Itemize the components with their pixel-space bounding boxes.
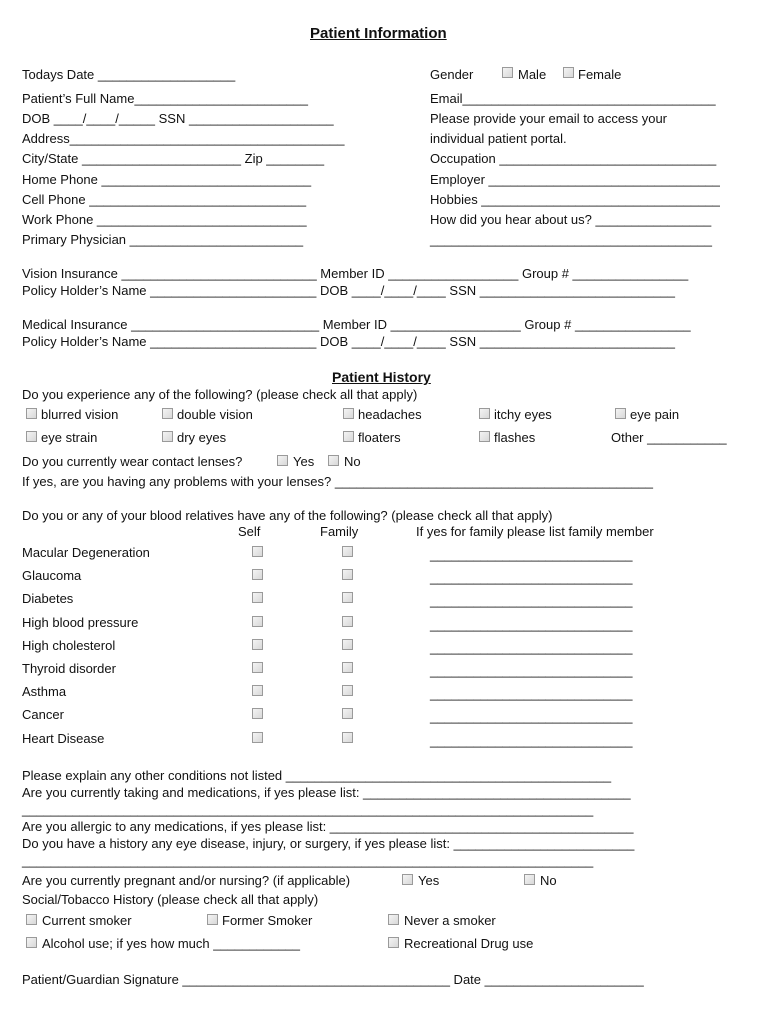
- medical-policy-holder-field[interactable]: Policy Holder’s Name _______________________ DOB ____/____/____ SSN ___________________________: [22, 334, 675, 349]
- family-member-field[interactable]: ____________________________: [430, 663, 633, 678]
- condition-family-checkbox[interactable]: [342, 569, 353, 580]
- headaches-checkbox[interactable]: [343, 408, 354, 419]
- contacts-no-checkbox[interactable]: [328, 455, 339, 466]
- former-smoker-checkbox[interactable]: [207, 914, 218, 925]
- flashes-checkbox[interactable]: [479, 431, 490, 442]
- male-label: Male: [518, 67, 547, 82]
- family-member-field[interactable]: ____________________________: [430, 570, 633, 585]
- email-field[interactable]: Email___________________________________: [430, 91, 716, 106]
- condition-family-checkbox[interactable]: [342, 546, 353, 557]
- alcohol-use-field[interactable]: Alcohol use; if yes how much ____________: [42, 936, 301, 951]
- other-symptom-field[interactable]: Other ___________: [611, 430, 727, 445]
- condition-label: Cancer: [22, 707, 64, 722]
- condition-label: Glaucoma: [22, 568, 82, 583]
- double-vision-checkbox[interactable]: [162, 408, 173, 419]
- other-conditions-field[interactable]: Please explain any other conditions not listed _____________________________________________: [22, 768, 612, 783]
- condition-family-checkbox[interactable]: [342, 592, 353, 603]
- blurred-vision-checkbox[interactable]: [26, 408, 37, 419]
- email-note: Please provide your email to access your: [430, 111, 668, 126]
- condition-label: Macular Degeneration: [22, 545, 150, 560]
- family-member-field[interactable]: ____________________________: [430, 733, 633, 748]
- never-smoker-checkbox[interactable]: [388, 914, 399, 925]
- contacts-yes-label: Yes: [293, 454, 315, 469]
- condition-self-checkbox[interactable]: [252, 639, 263, 650]
- lens-problem-field[interactable]: If yes, are you having any problems with your lenses? ____________________________________________: [22, 474, 654, 489]
- eye-strain-checkbox[interactable]: [26, 431, 37, 442]
- headaches-label: headaches: [358, 407, 422, 422]
- itchy-eyes-label: itchy eyes: [494, 407, 552, 422]
- family-member-field[interactable]: ____________________________: [430, 547, 633, 562]
- pregnant-no-label: No: [540, 873, 557, 888]
- dob-ssn-field[interactable]: DOB ____/____/_____ SSN ____________________: [22, 111, 334, 126]
- pregnant-question: Are you currently pregnant and/or nursing? (if applicable): [22, 873, 351, 888]
- family-member-field[interactable]: ____________________________: [430, 617, 633, 632]
- vision-policy-holder-field[interactable]: Policy Holder’s Name _______________________ DOB ____/____/____ SSN ___________________________: [22, 283, 675, 298]
- male-checkbox[interactable]: [502, 67, 513, 78]
- full-name-field[interactable]: Patient’s Full Name________________________: [22, 91, 308, 106]
- condition-family-checkbox[interactable]: [342, 732, 353, 743]
- contacts-question: Do you currently wear contact lenses?: [22, 454, 243, 469]
- page-title: Patient Information: [310, 25, 447, 42]
- gender-label: Gender: [430, 67, 474, 82]
- former-smoker-label: Former Smoker: [222, 913, 313, 928]
- eye-pain-label: eye pain: [630, 407, 680, 422]
- employer-field[interactable]: Employer ________________________________: [430, 172, 720, 187]
- female-label: Female: [578, 67, 622, 82]
- signature-date-field[interactable]: Patient/Guardian Signature _____________________________________ Date ______________________: [22, 972, 644, 987]
- condition-label: Asthma: [22, 684, 67, 699]
- occupation-field[interactable]: Occupation ______________________________: [430, 151, 717, 166]
- dry-eyes-checkbox[interactable]: [162, 431, 173, 442]
- medical-insurance-field[interactable]: Medical Insurance __________________________ Member ID __________________ Group # ________________: [22, 317, 691, 332]
- alcohol-use-checkbox[interactable]: [26, 937, 37, 948]
- condition-family-checkbox[interactable]: [342, 616, 353, 627]
- family-member-field[interactable]: ____________________________: [430, 709, 633, 724]
- medications-continued-field[interactable]: _______________________________________________________________________________: [22, 802, 594, 817]
- contacts-no-label: No: [344, 454, 361, 469]
- eye-strain-label: eye strain: [41, 430, 98, 445]
- email-note-2: individual patient portal.: [430, 131, 567, 146]
- referral-field[interactable]: How did you hear about us? ________________: [430, 212, 712, 227]
- never-smoker-label: Never a smoker: [404, 913, 496, 928]
- blurred-vision-label: blurred vision: [41, 407, 119, 422]
- condition-self-checkbox[interactable]: [252, 685, 263, 696]
- address-field[interactable]: Address______________________________________: [22, 131, 345, 146]
- condition-self-checkbox[interactable]: [252, 546, 263, 557]
- referral-field-continued[interactable]: _______________________________________: [430, 232, 712, 247]
- family-member-field[interactable]: ____________________________: [430, 686, 633, 701]
- pregnant-yes-label: Yes: [418, 873, 440, 888]
- dry-eyes-label: dry eyes: [177, 430, 227, 445]
- flashes-label: flashes: [494, 430, 536, 445]
- condition-label: High cholesterol: [22, 638, 116, 653]
- cell-phone-field[interactable]: Cell Phone ______________________________: [22, 192, 307, 207]
- condition-self-checkbox[interactable]: [252, 592, 263, 603]
- floaters-checkbox[interactable]: [343, 431, 354, 442]
- condition-family-checkbox[interactable]: [342, 662, 353, 673]
- family-member-column-header: If yes for family please list family member: [416, 524, 654, 539]
- family-history-question: Do you or any of your blood relatives have any of the following? (please check all that apply): [22, 508, 553, 523]
- itchy-eyes-checkbox[interactable]: [479, 408, 490, 419]
- primary-physician-field[interactable]: Primary Physician ________________________: [22, 232, 304, 247]
- eye-pain-checkbox[interactable]: [615, 408, 626, 419]
- eye-history-field[interactable]: Do you have a history any eye disease, injury, or surgery, if yes please list: _________________________: [22, 836, 635, 851]
- allergies-field[interactable]: Are you allergic to any medications, if yes please list: __________________________________________: [22, 819, 634, 834]
- home-phone-field[interactable]: Home Phone _____________________________: [22, 172, 312, 187]
- todays-date-field[interactable]: Todays Date ___________________: [22, 67, 236, 82]
- current-smoker-label: Current smoker: [42, 913, 132, 928]
- vision-insurance-field[interactable]: Vision Insurance ___________________________ Member ID __________________ Group # ________________: [22, 266, 689, 281]
- condition-family-checkbox[interactable]: [342, 685, 353, 696]
- condition-family-checkbox[interactable]: [342, 708, 353, 719]
- double-vision-label: double vision: [177, 407, 253, 422]
- female-checkbox[interactable]: [563, 67, 574, 78]
- medications-field[interactable]: Are you currently taking and medications, if yes please list: _____________________________________: [22, 785, 631, 800]
- condition-self-checkbox[interactable]: [252, 569, 263, 580]
- pregnant-yes-checkbox[interactable]: [402, 874, 413, 885]
- family-member-field[interactable]: ____________________________: [430, 593, 633, 608]
- pregnant-no-checkbox[interactable]: [524, 874, 535, 885]
- current-smoker-checkbox[interactable]: [26, 914, 37, 925]
- condition-label: Diabetes: [22, 591, 74, 606]
- hobbies-field[interactable]: Hobbies _________________________________: [430, 192, 720, 207]
- drug-use-checkbox[interactable]: [388, 937, 399, 948]
- eye-history-continued-field[interactable]: _______________________________________________________________________________: [22, 853, 594, 868]
- condition-label: Heart Disease: [22, 731, 105, 746]
- condition-label: High blood pressure: [22, 615, 139, 630]
- condition-family-checkbox[interactable]: [342, 639, 353, 650]
- patient-history-heading: Patient History: [332, 369, 431, 385]
- condition-self-checkbox[interactable]: [252, 708, 263, 719]
- condition-self-checkbox[interactable]: [252, 732, 263, 743]
- family-member-field[interactable]: ____________________________: [430, 640, 633, 655]
- social-history-title: Social/Tobacco History (please check all that apply): [22, 892, 319, 907]
- condition-self-checkbox[interactable]: [252, 662, 263, 673]
- self-column-header: Self: [238, 524, 261, 539]
- city-state-zip-field[interactable]: City/State ______________________ Zip ________: [22, 151, 325, 166]
- work-phone-field[interactable]: Work Phone _____________________________: [22, 212, 307, 227]
- family-column-header: Family: [320, 524, 359, 539]
- condition-self-checkbox[interactable]: [252, 616, 263, 627]
- contacts-yes-checkbox[interactable]: [277, 455, 288, 466]
- symptom-question: Do you experience any of the following? (please check all that apply): [22, 387, 418, 402]
- condition-label: Thyroid disorder: [22, 661, 116, 676]
- drug-use-label: Recreational Drug use: [404, 936, 534, 951]
- floaters-label: floaters: [358, 430, 401, 445]
